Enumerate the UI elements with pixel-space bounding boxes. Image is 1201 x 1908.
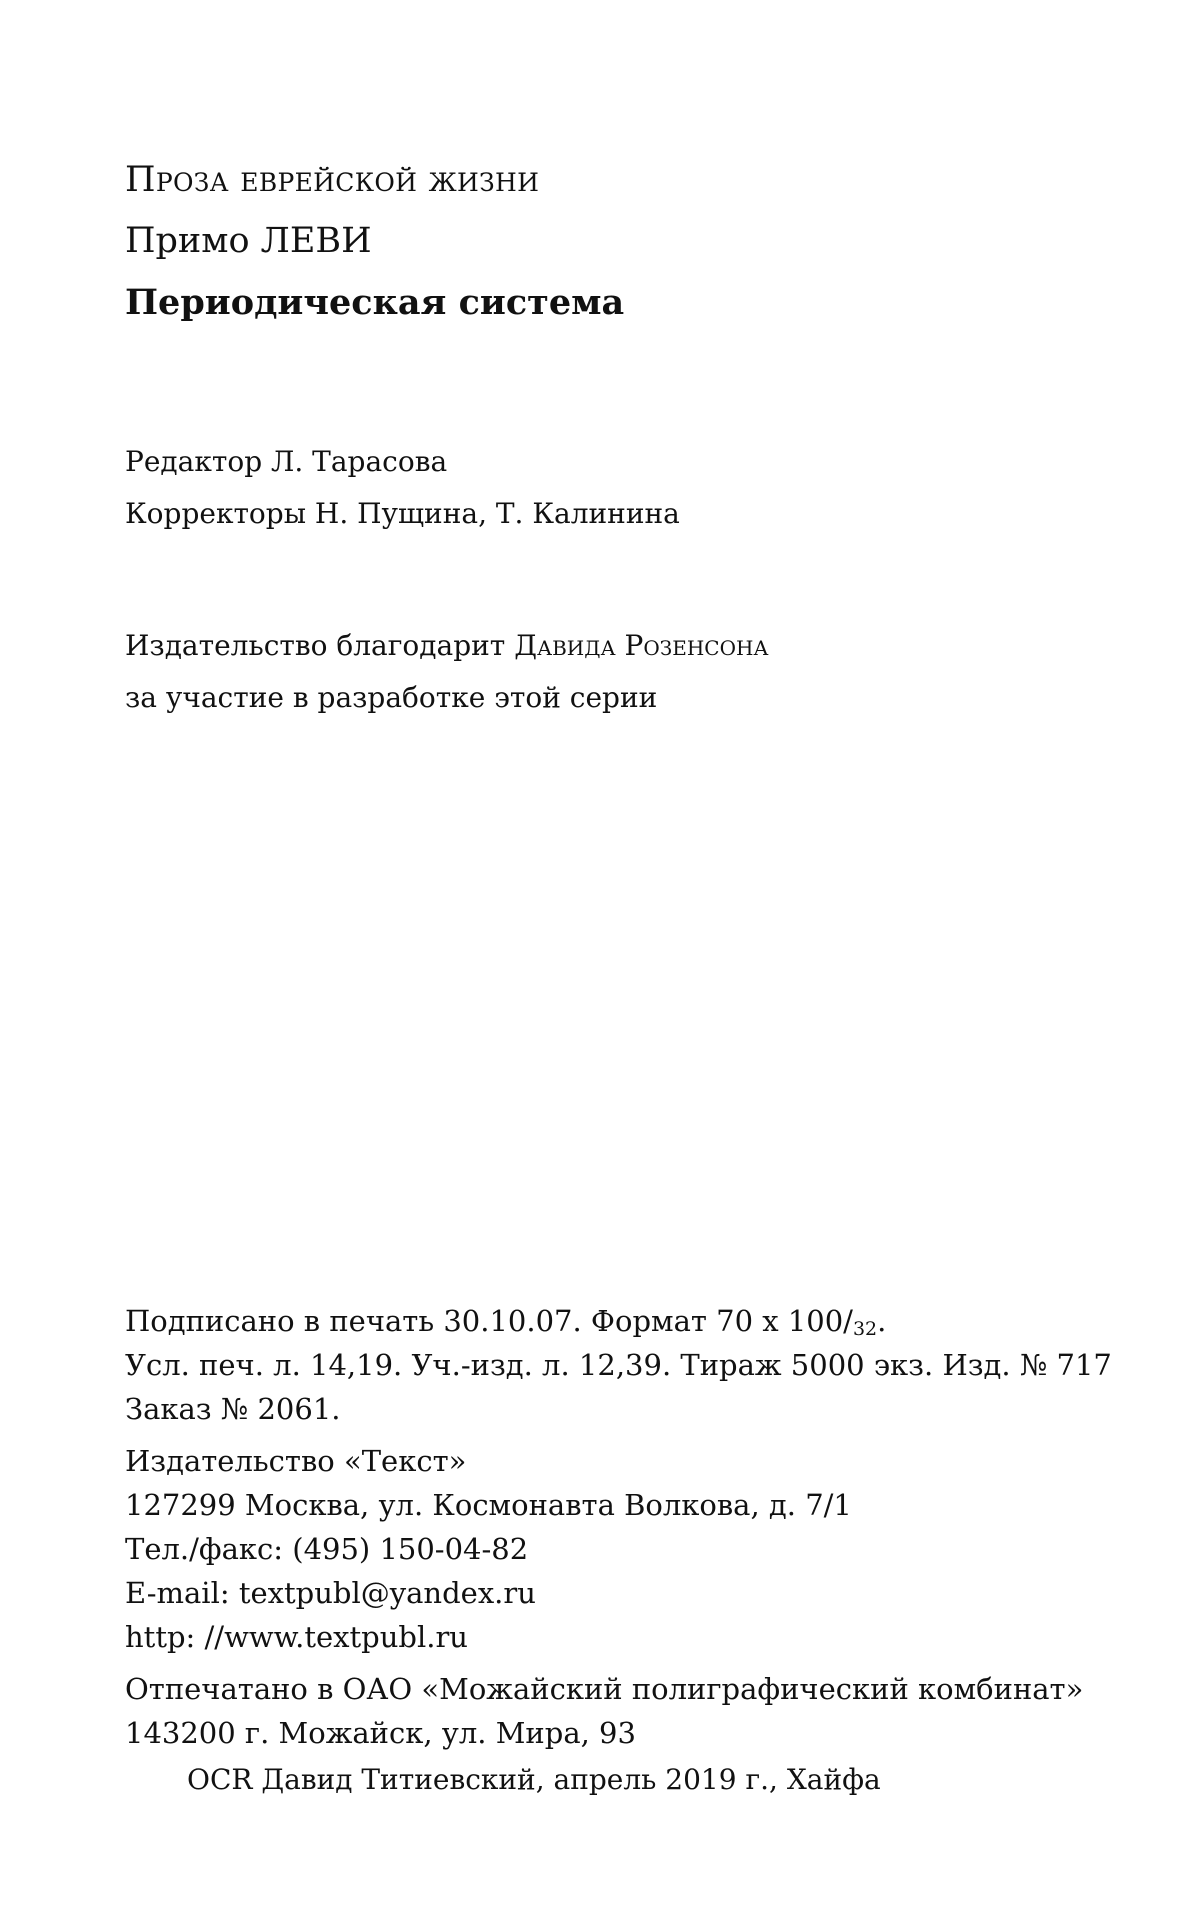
publisher-address: 127299 Москва, ул. Космонавта Волкова, д. 7/1 — [125, 1488, 852, 1522]
print-info-line-2: Усл. печ. л. 14,19. Уч.-изд. л. 12,39. Тираж 5000 экз. Изд. № 717 — [125, 1348, 1112, 1382]
thanks-person-name: Давида Розенсона — [514, 629, 769, 662]
publisher-website: http: //www.textpubl.ru — [125, 1620, 468, 1654]
format-subscript: 32 — [852, 1318, 878, 1340]
order-number: Заказ № 2061. — [125, 1392, 341, 1426]
book-title: Периодическая система — [125, 282, 625, 323]
ocr-note: OCR Давид Титиевский, апрель 2019 г., Хайфа — [187, 1763, 881, 1796]
print-format-end: . — [877, 1304, 887, 1338]
publisher-email: E-mail: textpubl@yandex.ru — [125, 1576, 536, 1610]
publisher-name: Издательство «Текст» — [125, 1444, 467, 1478]
series-title: Проза еврейской жизни — [125, 160, 540, 200]
printer-name: Отпечатано в ОАО «Можайский полиграфический комбинат» — [125, 1672, 1084, 1706]
publisher-phone: Тел./факс: (495) 150-04-82 — [125, 1532, 529, 1566]
thanks-line-2: за участие в разработке этой серии — [125, 681, 658, 714]
print-info-line-1 — [125, 1304, 887, 1340]
correctors-credit: Корректоры Н. Пущина, Т. Калинина — [125, 497, 680, 530]
author-name: Примо ЛЕВИ — [125, 221, 372, 261]
thanks-text: Издательство благодарит — [125, 629, 515, 662]
thanks-line-1 — [125, 629, 769, 662]
editor-credit: Редактор Л. Тарасова — [125, 445, 448, 478]
printer-address: 143200 г. Можайск, ул. Мира, 93 — [125, 1716, 636, 1750]
print-format-text: Подписано в печать 30.10.07. Формат 70 х 100/ — [125, 1304, 853, 1338]
